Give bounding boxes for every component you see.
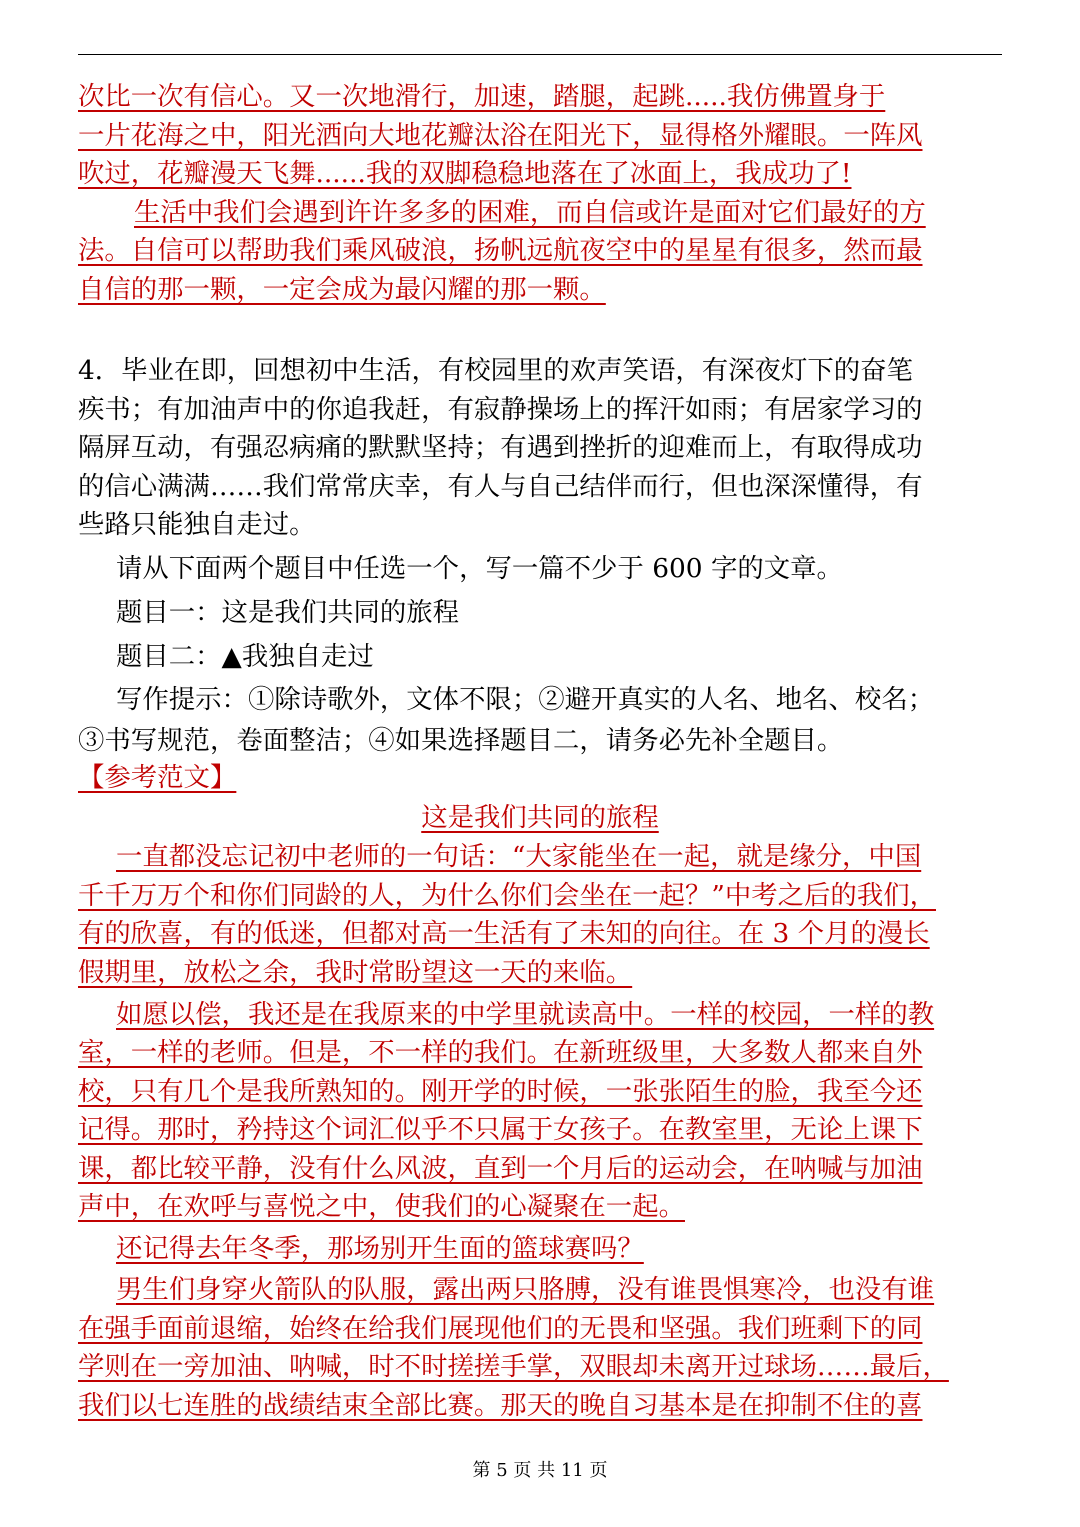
question-4 — [78, 352, 1002, 545]
essay-line: 吹过，花瓣漫天飞舞......我的双脚稳稳地落在了冰面上，我成功了! — [78, 158, 852, 189]
essay-line: 有的欣喜，有的低迷，但都对高一生活有了未知的向往。在 3 个月的漫长 — [78, 918, 930, 949]
essay-line: 法。自信可以帮助我们乘风破浪，扬帆远航夜空中的星星有很多，然而最 — [78, 235, 923, 266]
essay-line: 如愿以偿，我还是在我原来的中学里就读高中。一样的校园，一样的教 — [116, 998, 935, 1030]
reference-essay — [78, 758, 1002, 1425]
reference-label: 【参考范文】 — [78, 762, 237, 793]
essay-line: 自信的那一颗，一定会成为最闪耀的那一颗。 — [78, 273, 606, 305]
essay-line: 一片花海之中，阳光洒向大地花瓣汰浴在阳光下，显得格外耀眼。一阵风 — [78, 119, 923, 151]
essay-line: 室，一样的老师。但是，不一样的我们。在新班级里，大多数人都来自外 — [78, 1037, 923, 1068]
topic-one: 题目一：这是我们共同的旅程 — [116, 597, 460, 628]
essay-line: 男生们身穿火箭队的队服，露出两只胳膊，没有谁畏惧寒冷，也没有谁 — [116, 1274, 935, 1305]
essay-line: 一直都没忘记初中老师的一句话：“大家能坐在一起，就是缘分，中国 — [116, 841, 922, 872]
writing-tips: 写作提示：①除诗歌外，文体不限；②避开真实的人名、地名、校名； — [116, 684, 935, 715]
essay-line: 次比一次有信心。又一次地滑行，加速，踏腿，起跳.....我仿佛置身于 — [78, 81, 886, 112]
essay-line: 生活中我们会遇到许许多多的困难，而自信或许是面对它们最好的方 — [134, 196, 926, 228]
essay-line: 校，只有几个是我所熟知的。刚开学的时候，一张张陌生的脸，我至今还 — [78, 1075, 923, 1107]
question-line: 4．毕业在即，回想初中生活，有校园里的欢声笑语，有深夜灯下的奋笔 — [78, 355, 913, 386]
essay-title: 这是我们共同的旅程 — [421, 802, 659, 833]
instruction-text: 请从下面两个题目中任选一个，写一篇不少于 600 字的文章。 — [116, 553, 843, 584]
question-line: 些路只能独自走过。 — [78, 509, 316, 540]
topic-two: 题目二：▲我独自走过 — [116, 641, 374, 672]
previous-essay-ending — [78, 78, 1002, 309]
essay-line: 千千万万个和你们同龄的人，为什么你们会坐在一起？”中考之后的我们， — [78, 879, 936, 911]
essay-line: 课，都比较平静，没有什么风波，直到一个月后的运动会，在呐喊与加油 — [78, 1152, 923, 1184]
essay-line: 学则在一旁加油、呐喊，时不时搓搓手掌，双眼却未离开过球场……最后， — [78, 1351, 949, 1382]
essay-line: 在强手面前退缩，始终在给我们展现他们的无畏和坚强。我们班剩下的同 — [78, 1312, 923, 1344]
essay-line: 我们以七连胜的战绩结束全部比赛。那天的晚自习基本是在抑制不住的喜 — [78, 1389, 923, 1421]
essay-line: 还记得去年冬季，那场别开生面的篮球赛吗？ — [116, 1233, 644, 1264]
question-line: 隔屏互动，有强忍病痛的默默坚持；有遇到挫折的迎难而上，有取得成功 — [78, 432, 923, 463]
page-number: 第 5 页 共 11 页 — [472, 1460, 608, 1481]
question-line: 的信心满满……我们常常庆幸，有人与自己结伴而行，但也深深懂得，有 — [78, 470, 923, 502]
essay-line: 记得。那时，矜持这个词汇似乎不只属于女孩子。在教室里，无论上课下 — [78, 1114, 923, 1145]
question-line: 疾书；有加油声中的你追我赶，有寂静操场上的挥汗如雨；有居家学习的 — [78, 393, 923, 425]
essay-line: 假期里，放松之余，我时常盼望这一天的来临。 — [78, 956, 633, 988]
writing-tips: ③书写规范，卷面整洁；④如果选择题目二，请务必先补全题目。 — [78, 725, 844, 756]
header-rule — [78, 54, 1002, 55]
essay-line: 声中，在欢呼与喜悦之中，使我们的心凝聚在一起。 — [78, 1191, 685, 1222]
question-instructions — [78, 547, 1002, 761]
